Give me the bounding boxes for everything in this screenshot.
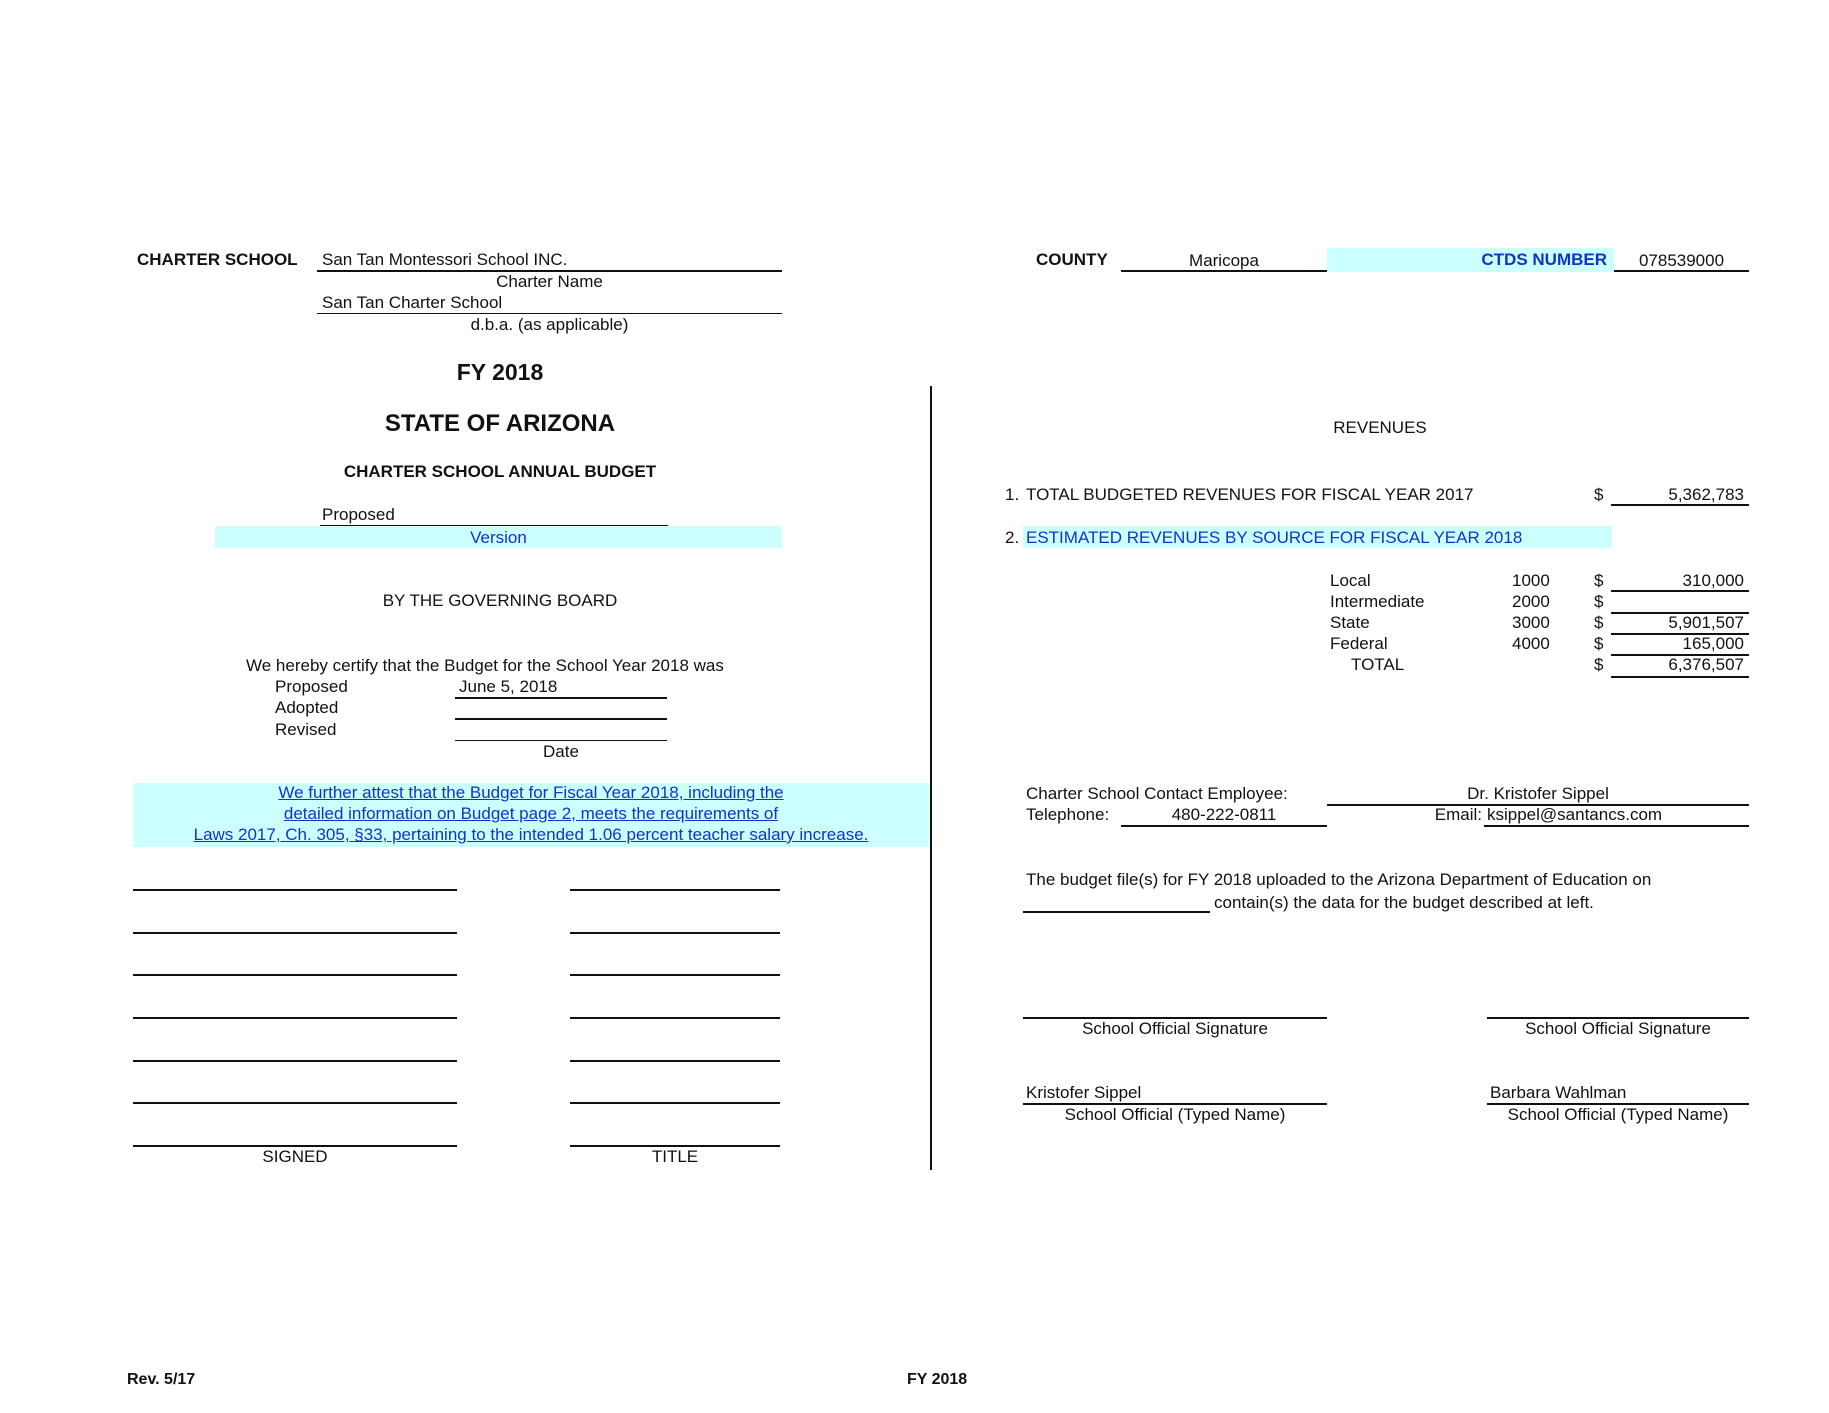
email-value: ksippel@santancs.com: [1487, 805, 1663, 824]
item1-number: 1.: [1005, 485, 1020, 504]
source-value: 310,000: [1682, 571, 1744, 590]
telephone-underline: [1121, 825, 1327, 827]
ctds-value: 078539000: [1638, 251, 1725, 270]
typed-name-left: Kristofer Sippel: [1026, 1083, 1142, 1102]
footer-fy: FY 2018: [907, 1371, 968, 1388]
dba-value: San Tan Charter School: [322, 293, 503, 312]
charter-name-value: San Tan Montessori School INC.: [322, 250, 568, 269]
typed-name-right: Barbara Wahlman: [1490, 1083, 1627, 1102]
county-value: Maricopa: [1189, 251, 1259, 270]
adopted-label: Adopted: [275, 698, 339, 717]
source-name: TOTAL: [1351, 655, 1405, 674]
source-dollar: $: [1594, 634, 1604, 653]
contact-value: Dr. Kristofer Sippel: [1467, 784, 1609, 803]
item1-value: 5,362,783: [1668, 485, 1744, 504]
proposed-underline: [455, 697, 667, 699]
title-line: [570, 1102, 780, 1104]
signed-line: [133, 889, 457, 891]
source-name: State: [1330, 613, 1370, 632]
fy-title: FY 2018: [456, 359, 544, 385]
item1-dollar: $: [1594, 485, 1604, 504]
signature-caption-right: School Official Signature: [1525, 1019, 1711, 1038]
footer-revision: Rev. 5/17: [127, 1371, 196, 1388]
signed-caption: SIGNED: [262, 1147, 328, 1166]
governing-board: BY THE GOVERNING BOARD: [382, 591, 618, 610]
certify-text: We hereby certify that the Budget for the School Year 2018 was: [246, 656, 724, 675]
title-line: [570, 889, 780, 891]
attest-line-2[interactable]: detailed information on Budget page 2, meets the requirements of: [283, 804, 779, 823]
signed-line: [133, 1060, 457, 1062]
source-dollar: $: [1594, 592, 1604, 611]
signed-line: [133, 1017, 457, 1019]
title-line: [570, 1017, 780, 1019]
dba-underline: [317, 313, 782, 314]
charter-name-caption: Charter Name: [496, 272, 603, 291]
source-dollar: $: [1594, 571, 1604, 590]
revenues-title: REVENUES: [1333, 418, 1427, 437]
adopted-underline: [455, 718, 667, 720]
signed-line: [133, 1102, 457, 1104]
version-caption: Version: [470, 528, 527, 547]
version-value: Proposed: [322, 505, 395, 524]
budget-title: CHARTER SCHOOL ANNUAL BUDGET: [343, 462, 657, 481]
item2-label: ESTIMATED REVENUES BY SOURCE FOR FISCAL YEAR 2018: [1026, 528, 1523, 547]
charter-school-label: CHARTER SCHOOL: [137, 250, 298, 269]
upload-line-2: contain(s) the data for the budget described at left.: [1214, 893, 1594, 912]
upload-line-1: The budget file(s) for FY 2018 uploaded to the Arizona Department of Education on: [1026, 870, 1652, 889]
signed-line: [133, 974, 457, 976]
attest-line-1[interactable]: We further attest that the Budget for Fiscal Year 2018, including the: [278, 783, 784, 802]
column-divider: [930, 386, 932, 1170]
source-code: 4000: [1512, 634, 1550, 653]
item1-label: TOTAL BUDGETED REVENUES FOR FISCAL YEAR 2017: [1026, 485, 1474, 504]
signature-caption-left: School Official Signature: [1082, 1019, 1268, 1038]
source-code: 1000: [1512, 571, 1550, 590]
source-underline: [1611, 590, 1749, 592]
ctds-label: CTDS NUMBER: [1481, 250, 1607, 269]
ctds-underline: [1614, 270, 1749, 272]
upload-date-underline: [1023, 911, 1210, 913]
revised-label: Revised: [275, 720, 337, 739]
county-label: COUNTY: [1036, 250, 1108, 269]
item1-underline: [1611, 504, 1749, 506]
proposed-date: June 5, 2018: [459, 677, 558, 696]
source-value: 165,000: [1682, 634, 1744, 653]
attest-line-3[interactable]: Laws 2017, Ch. 305, §33, pertaining to the intended 1.06 percent teacher salary increase.: [193, 825, 869, 844]
telephone-value: 480-222-0811: [1171, 805, 1277, 824]
title-caption: TITLE: [651, 1147, 699, 1166]
source-dollar: $: [1594, 613, 1604, 632]
email-underline: [1484, 825, 1749, 827]
source-dollar: $: [1594, 655, 1604, 674]
source-name: Intermediate: [1330, 592, 1425, 611]
typed-caption-right: School Official (Typed Name): [1507, 1105, 1729, 1124]
source-code: 2000: [1512, 592, 1550, 611]
typed-caption-left: School Official (Typed Name): [1064, 1105, 1286, 1124]
revised-underline: [455, 740, 667, 741]
title-line: [570, 932, 780, 934]
source-name: Local: [1330, 571, 1371, 590]
source-value: 6,376,507: [1668, 655, 1744, 674]
county-underline: [1121, 270, 1327, 272]
source-name: Federal: [1330, 634, 1388, 653]
contact-label: Charter School Contact Employee:: [1026, 784, 1288, 803]
email-label: Email:: [1434, 805, 1482, 824]
date-caption: Date: [543, 742, 579, 761]
telephone-label: Telephone:: [1026, 805, 1110, 824]
source-underline: [1611, 676, 1749, 678]
dba-caption: d.b.a. (as applicable): [470, 315, 629, 334]
title-line: [570, 1060, 780, 1062]
proposed-label: Proposed: [275, 677, 348, 696]
item2-number: 2.: [1005, 528, 1020, 547]
state-title: STATE OF ARIZONA: [384, 410, 616, 437]
source-code: 3000: [1512, 613, 1550, 632]
title-line: [570, 974, 780, 976]
signed-line: [133, 932, 457, 934]
source-value: 5,901,507: [1668, 613, 1744, 632]
